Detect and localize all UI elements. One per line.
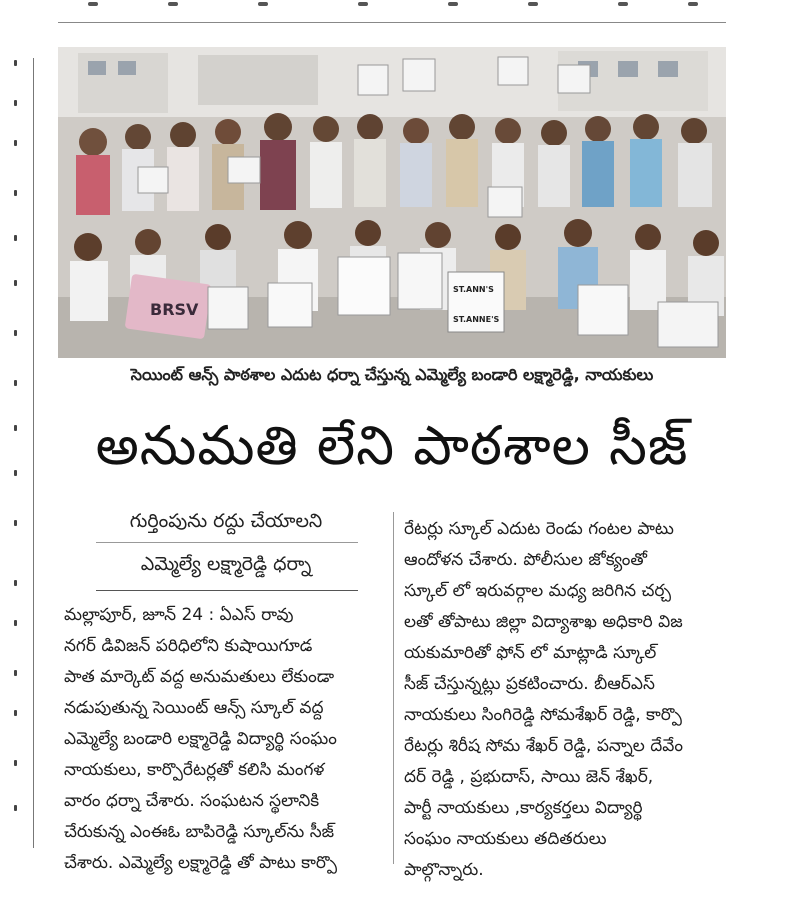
body-line: సీజ్ చేస్తున్నట్లు ప్రకటించారు. బీఆర్ఎస్ xyxy=(404,674,655,694)
body-line: ఎమ్మెల్యే బండారి లక్ష్మారెడ్డి విద్యార్థి సంఘం xyxy=(64,729,337,749)
photo-caption: సెయింట్ ఆన్స్ పాఠశాల ఎదుట ధర్నా చేస్తున్న ఎమ్మెల్యే బండారి లక్ష్మారెడ్డి, నాయకులు xyxy=(130,365,654,384)
protest-photo-illustration xyxy=(58,47,726,358)
body-line: నడుపుతున్న సెయింట్ ఆన్స్ స్కూల్ వద్ద xyxy=(64,698,324,718)
subheadline-line-1: గుర్తింపును రద్దు చేయాలని xyxy=(129,510,323,532)
previous-article-edge xyxy=(58,0,726,10)
body-line: స్కూల్ లో ఇరువర్గాల మధ్య జరిగిన చర్చ xyxy=(404,581,672,601)
placard-st-annes: ST.ANNE'S xyxy=(453,315,500,324)
news-photo xyxy=(58,47,726,358)
body-column-2 xyxy=(404,514,734,886)
column-divider xyxy=(393,512,394,864)
body-line: పార్టీ నాయకులు ,కార్యకర్తలు విద్యార్థి xyxy=(404,798,643,818)
body-line: నాయకులు సింగిరెడ్డి సోమశేఖర్ రెడ్డి, కార్పొ xyxy=(404,705,682,725)
body-line: దర్ రెడ్డి , ప్రభుదాస్, సాయి జెన్ శేఖర్, xyxy=(404,767,654,787)
body-column-1 xyxy=(64,600,382,879)
subheadline-rule-bottom xyxy=(96,590,358,591)
body-line: యకుమారితో ఫోన్ లో మాట్లాడి స్కూల్ xyxy=(404,643,657,663)
body-line: సంఘం నాయకులు తదితరులు xyxy=(404,829,607,849)
body-line: లతో తోపాటు జిల్లా విద్యాశాఖ అధికారి విజ xyxy=(404,612,683,632)
placard-brsv: BRSV xyxy=(150,300,199,319)
body-line: చేరుకున్న ఎంఈఓ బాపిరెడ్డి స్కూల్‌ను సీజ్ xyxy=(64,822,335,842)
adjacent-column-edge xyxy=(14,60,16,820)
subheadline-line-2: ఎమ్మెల్యే లక్ష్మారెడ్డి ధర్నా xyxy=(140,553,312,575)
body-line: పాత మార్కెట్ వద్ద అనుమతులు లేకుండా xyxy=(64,667,335,687)
headline: అనుమతి లేని పాఠశాల సీజ్ xyxy=(95,414,689,477)
body-line: చేశారు. ఎమ్మెల్యే లక్ష్మారెడ్డి తో పాటు కార్పొ xyxy=(64,853,337,873)
body-line: మల్లాపూర్, జూన్ 24 : ఏఎస్ రావు xyxy=(64,605,294,625)
body-line: రేటర్లు శిరీష సోమ శేఖర్ రెడ్డి, పన్నాల దేవేం xyxy=(404,736,683,756)
body-line: ఆందోళన చేశారు. పోలీసుల జోక్యంతో xyxy=(404,550,647,570)
body-line: పాల్గొన్నారు. xyxy=(404,860,484,880)
body-line: నాయకులు, కార్పొరేటర్లతో కలిసి మంగళ xyxy=(64,760,325,780)
top-rule xyxy=(58,22,726,23)
body-line: వారం ధర్నా చేశారు. సంఘటన స్థలానికి xyxy=(64,791,320,811)
column-divider-left xyxy=(33,58,34,848)
placard-st-anns: ST.ANN'S xyxy=(453,285,494,294)
body-line: నగర్ డివిజన్ పరిధిలోని కుషాయిగూడ xyxy=(64,636,313,656)
subheadline-rule-top xyxy=(96,542,358,543)
body-line: రేటర్లు స్కూల్ ఎదుట రెండు గంటల పాటు xyxy=(404,519,674,539)
